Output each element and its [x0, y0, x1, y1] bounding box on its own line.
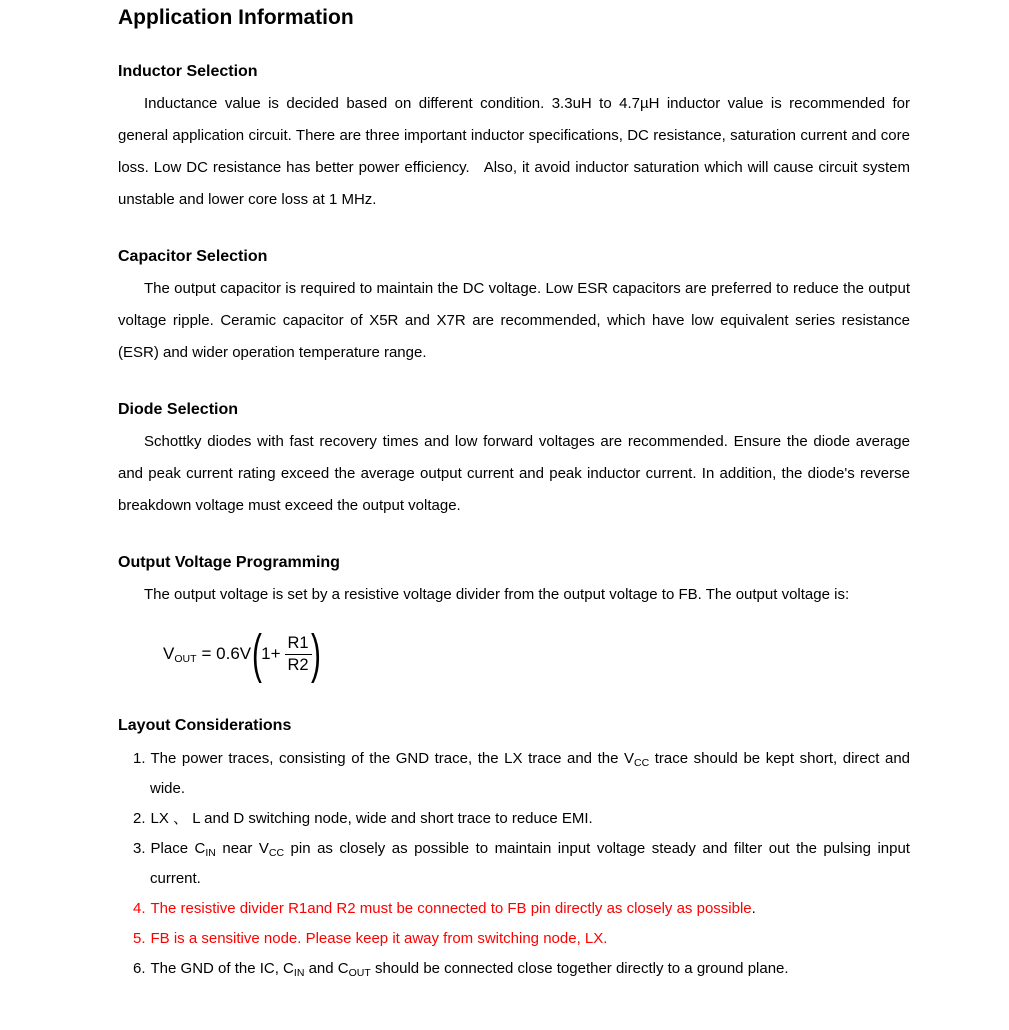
section-output-voltage-programming — [118, 553, 910, 685]
section-heading: Diode Selection — [118, 401, 239, 418]
list-item-text: Place $C_{IN}$ near $V_{CC}$ pin as closely as possible to maintain input voltage steady and filter out the pulsing input current. — [150, 840, 910, 887]
list-item — [118, 804, 910, 834]
formula-close-paren: ) — [310, 624, 321, 684]
list-item — [118, 834, 910, 894]
paragraph: Inductance value is decided based on different condition. 3.3uH to 4.7µH inductor value is recommended for general application circuit. There are three important inductor specifications, DC resistance, saturation current and core loss. Low DC resistance has better power efficiency. Also, it avoid inductor saturation which will cause circuit system unstable and lower core loss at 1 MHz. — [118, 95, 910, 208]
section-inductor-selection — [118, 62, 910, 216]
paragraph: The output capacitor is required to maintain the DC voltage. Low ESR capacitors are preferred to reduce the output voltage ripple. Ceramic capacitor of X5R and X7R are recommended, which have low equivalent series resistance (ESR) and wider operation temperature range. — [118, 280, 910, 361]
list-item-number: 5. — [133, 930, 146, 947]
list-item-number: 4. — [133, 900, 146, 917]
paragraph: Schottky diodes with fast recovery times and low forward voltages are recommended. Ensure the diode average and peak current rating exceed the average output current and peak inductor current. In addition, the diode's reverse breakdown voltage must exceed the output voltage. — [118, 433, 910, 514]
section-heading: Inductor Selection — [118, 63, 258, 80]
list-item-warning — [118, 894, 910, 924]
list-item — [118, 744, 910, 804]
formula-fraction — [285, 634, 312, 674]
formula-lhs: $V_{OUT}$ — [163, 644, 197, 665]
list-item-number: 3. — [133, 840, 146, 857]
fraction-denominator: R2 — [287, 655, 309, 674]
output-voltage-formula — [163, 623, 910, 685]
layout-considerations-list — [118, 744, 910, 984]
section-heading: Capacitor Selection — [118, 248, 268, 265]
fraction-numerator: R1 — [285, 634, 312, 654]
section-layout-considerations — [118, 716, 910, 984]
list-item-text: The power traces, consisting of the GND trace, the LX trace and the $V_{CC}$ trace should be kept short, direct and wide. — [150, 750, 910, 797]
list-item-text: LX 、 L and D switching node, wide and short trace to reduce EMI. — [150, 810, 593, 827]
formula-one-plus: 1+ — [261, 644, 281, 663]
list-item-warning — [118, 924, 910, 954]
formula-lhs-subscript: OUT — [174, 653, 197, 665]
formula-open-paren: ( — [252, 624, 263, 684]
paragraph: The output voltage is set by a resistive voltage divider from the output voltage to FB. The output voltage is: — [144, 586, 850, 603]
list-item-number: 2. — [133, 810, 146, 827]
section-capacitor-selection — [118, 247, 910, 369]
page-title: Application Information — [118, 6, 354, 29]
list-item — [118, 954, 910, 984]
section-diode-selection — [118, 400, 910, 522]
section-heading: Layout Considerations — [118, 717, 292, 734]
list-item-number: 6. — [133, 960, 146, 977]
list-item-text: FB is a sensitive node. Please keep it away from switching node, LX. — [150, 930, 608, 947]
section-heading: Output Voltage Programming — [118, 554, 340, 571]
list-item-text: The resistive divider R1and R2 must be connected to FB pin directly as closely as possible. — [150, 900, 756, 917]
list-item-text: The GND of the IC, $C_{IN}$ and $C_{OUT}$ should be connected close together directly to a ground plane. — [150, 960, 789, 979]
list-item-number: 1. — [133, 750, 146, 767]
formula-rhs-prefix: = 0.6V — [201, 644, 252, 663]
